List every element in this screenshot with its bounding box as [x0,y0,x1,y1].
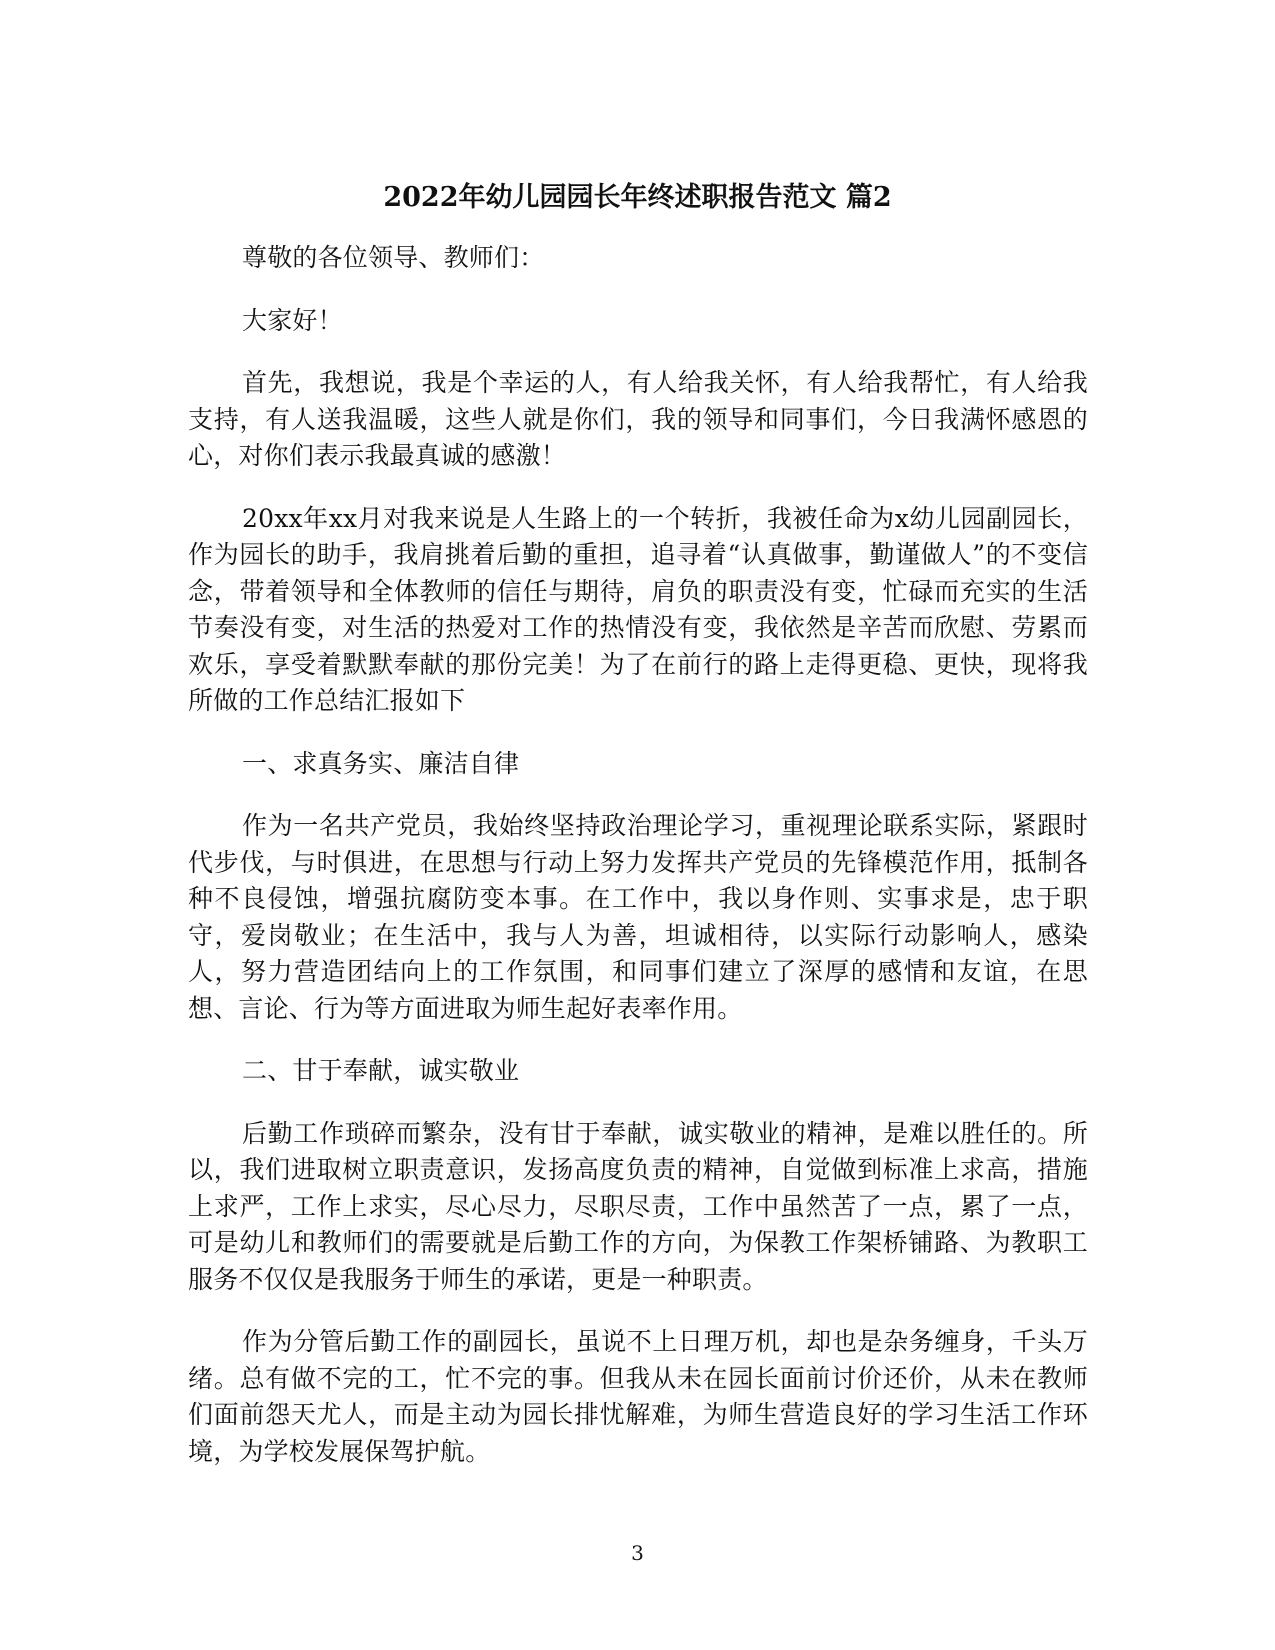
section-heading: 一、求真务实、廉洁自律 [242,748,520,778]
page-number: 3 [631,1541,644,1565]
body-paragraph: 作为分管后勤工作的副园长，虽说不上日理万机，却也是杂务缠身，千头万绪。总有做不完的工，忙不完的事。但我从未在园长面前讨价还价，从未在教师们面前怨天尤人，而是主动为园长排忧解难，为师生营造良好的学习生活工作环境，为学校发展保驾护航。 [188,1327,1088,1466]
body-paragraph: 首先，我想说，我是个幸运的人，有人给我关怀，有人给我帮忙，有人给我支持，有人送我温暖，这些人就是你们，我的领导和同事们，今日我满怀感恩的心，对你们表示我最真诚的感激！ [188,368,1088,470]
section-heading: 二、甘于奉献，诚实敬业 [242,1056,520,1085]
salutation-paragraph: 尊敬的各位领导、教师们： [242,243,545,272]
greeting-paragraph: 大家好！ [242,305,343,335]
body-paragraph: 后勤工作琐碎而繁杂，没有甘于奉献，诚实敬业的精神，是难以胜任的。所以，我们进取树立职责意识，发扬高度负责的精神，自觉做到标准上求高，措施上求严，工作上求实，尽心尽力，尽职尽责，工作中虽然苦了一点，累了一点，可是幼儿和教师们的需要就是后勤工作的方向，为保教工作架桥铺路、为教职工服务不仅仅是我服务于师生的承诺，更是一种职责。 [188,1118,1088,1294]
body-paragraph: 作为一名共产党员，我始终坚持政治理论学习，重视理论联系实际，紧跟时代步伐，与时俱进，在思想与行动上努力发挥共产党员的先锋模范作用，抵制各种不良侵蚀，增强抗腐防变本事。在工作中，我以身作则、实事求是，忠于职守，爱岗敬业；在生活中，我与人为善，坦诚相待，以实际行动影响人，感染人，努力营造团结向上的工作氛围，和同事们建立了深厚的感情和友谊，在思想、言论、行为等方面进取为师生起好表率作用。 [188,811,1088,1023]
document-body [188,240,1088,1496]
document-title: 2022年幼儿园园长年终述职报告范文 篇2 [383,182,892,213]
body-paragraph: 20xx年xx月对我来说是人生路上的一个转折，我被任命为x幼儿园副园长，作为园长的助手，我肩挑着后勤的重担，追寻着“认真做事，勤谨做人”的不变信念，带着领导和全体教师的信任与期待，肩负的职责没有变，忙碌而充实的生活节奏没有变，对生活的热爱对工作的热情没有变，我依然是辛苦而欣慰、劳累而欢乐，享受着默默奉献的那份完美！为了在前行的路上走得更稳、更快，现将我所做的工作总结汇报如下 [188,503,1088,715]
